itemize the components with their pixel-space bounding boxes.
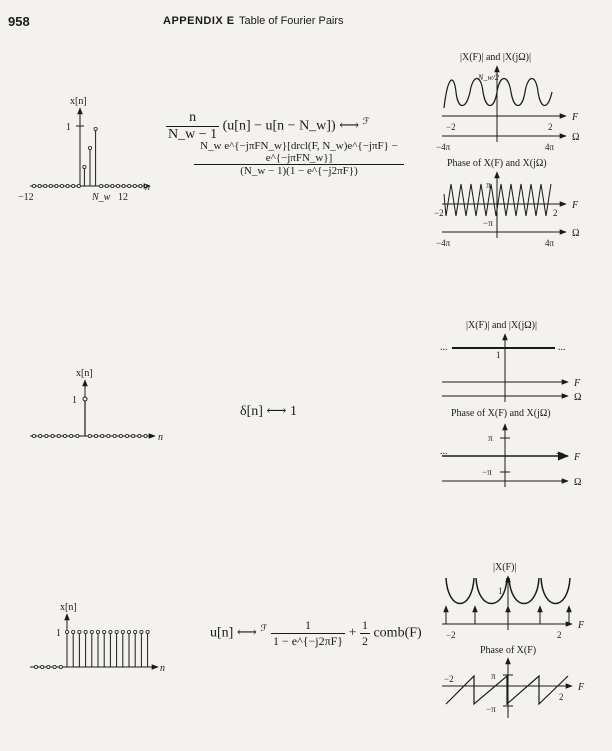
- pair2-zero-dot: [32, 434, 35, 437]
- pair3-tick-1: 1: [56, 628, 61, 639]
- pair1-phase-tick-4pi: 4π: [545, 238, 555, 248]
- pair2-mag-ellipsis-right: ...: [558, 342, 566, 353]
- pair2-phase-plot: [440, 408, 581, 488]
- pair1-time-plot: [18, 96, 150, 203]
- pair2-mag-axis-W: Ω: [574, 392, 582, 403]
- pair1-stem-dot: [32, 184, 35, 187]
- pair1-mag-title: |X(F)| and |X(jΩ)|: [460, 52, 531, 63]
- pair3-stem-dot: [90, 630, 93, 633]
- pair1-transform-arrow: ⟷: [339, 118, 360, 134]
- pair1-transform-symbol: ℱ: [362, 116, 370, 127]
- pair1-phase-axis-W: Ω: [572, 228, 580, 239]
- pair1-stem-dot: [77, 184, 80, 187]
- pair2-zero-dot: [57, 434, 60, 437]
- pair3-stem-dot: [47, 665, 50, 668]
- pair1-mag-tick-neg4pi: −4π: [436, 142, 451, 152]
- pair1-phase-tick-2: 2: [553, 208, 558, 218]
- pair2-mag-level: 1: [496, 350, 501, 360]
- pair2-mag-ellipsis-left: ...: [440, 342, 448, 353]
- pair1-stem-dot: [44, 184, 47, 187]
- pair3-lhs: u[n]: [210, 625, 234, 641]
- pair3-stem-dot: [41, 665, 44, 668]
- pair2-zero-dot: [70, 434, 73, 437]
- section-title: Table of Fourier Pairs: [239, 15, 344, 27]
- pair1-tick-12: 12: [118, 192, 128, 203]
- pair2-zero-dot: [51, 434, 54, 437]
- pair3-stem-dot: [103, 630, 106, 633]
- pair2-zero-dot: [119, 434, 122, 437]
- pair2-mag-title: |X(F)| and |X(jΩ)|: [466, 320, 537, 331]
- pair1-stems: [32, 127, 147, 187]
- pair1-phase-plot: [434, 158, 579, 248]
- pair3-phase-negpi: −π: [486, 704, 496, 714]
- pair3-plus: +: [348, 625, 357, 641]
- pair1-lhs-denominator: N_w − 1: [168, 127, 218, 142]
- pair3-half-denominator: 2: [361, 634, 368, 648]
- pair1-lhs-numerator: n: [166, 110, 219, 127]
- pair3-transform-symbol: ℱ: [260, 623, 268, 634]
- pair2-phase-axis-F: F: [574, 452, 581, 463]
- pair1-rhs-denominator: (N_w − 1)(1 − e^{−j2πF}): [240, 165, 358, 177]
- pair1-stem-dot: [88, 146, 91, 149]
- pair1-mag-tick-4pi: 4π: [545, 142, 555, 152]
- pair3-mag-tick-neg2: −2: [446, 630, 456, 640]
- pair3-stem-dot: [134, 630, 137, 633]
- pair1-stem-dot: [83, 165, 86, 168]
- pair1-stem-dot: [60, 184, 63, 187]
- pair3-comb-arrows: [446, 606, 569, 624]
- pair1-stem-dot: [139, 184, 142, 187]
- appendix-label: APPENDIX E: [163, 15, 235, 27]
- pair1-stem-dot: [133, 184, 136, 187]
- pair2-phase-negpi: −π: [482, 467, 492, 477]
- pair2-zero-dot: [107, 434, 110, 437]
- pair1-mag-axis-W: Ω: [572, 132, 580, 143]
- pair1-time-label: x[n]: [70, 96, 87, 107]
- pair1-phase-negpi: −π: [483, 218, 493, 228]
- pair1-stem-dot: [66, 184, 69, 187]
- pair1-stem-dot: [94, 127, 97, 130]
- pair3-stem-dot: [72, 630, 75, 633]
- pair3-phase-title: Phase of X(F): [480, 645, 537, 656]
- pair3-time-plot: [30, 602, 165, 674]
- page-number: 958: [8, 14, 30, 29]
- pair3-phase-plot: [442, 645, 585, 718]
- pair3-frac-denominator: 1 − e^{−j2πF}: [272, 634, 344, 648]
- pair3-frac-numerator: 1: [271, 618, 345, 634]
- pair1-phase-tick-neg4pi: −4π: [436, 238, 451, 248]
- pair3-half-numerator: 1: [361, 618, 368, 632]
- pair1-phase-pi: π: [486, 180, 491, 190]
- pair3-phase-tick-neg2: −2: [444, 674, 454, 684]
- pair2-time-label: x[n]: [76, 368, 93, 379]
- pair1-stem-dot: [55, 184, 58, 187]
- pair1-tick-1: 1: [66, 122, 71, 133]
- pair1-stem-dot: [116, 184, 119, 187]
- pair3-time-label: x[n]: [60, 602, 77, 613]
- pair3-stem-dot: [65, 630, 68, 633]
- pair1-stem-dot: [105, 184, 108, 187]
- pair2-axis-n: n: [158, 432, 163, 443]
- pair1-phase-axis-F: F: [572, 200, 579, 211]
- pair3-stem-dot: [121, 630, 124, 633]
- pair2-zero-dot: [94, 434, 97, 437]
- pair3-phase-tick-2: 2: [559, 692, 564, 702]
- pair3-stem-dot: [34, 665, 37, 668]
- pair2-zero-dot: [63, 434, 66, 437]
- pair3-mag-level: 1: [498, 586, 503, 596]
- pair3-phase-pi: π: [491, 671, 496, 681]
- pair1-stem-dot: [38, 184, 41, 187]
- pair2-zero-dot: [45, 434, 48, 437]
- pair3-mag-title: |X(F)|: [493, 562, 517, 573]
- pair2-phase-axis-W: Ω: [574, 477, 582, 488]
- pair1-phase-title: Phase of X(F) and X(jΩ): [447, 158, 547, 169]
- pair2-zero-dot: [113, 434, 116, 437]
- pair3-stem-dot: [109, 630, 112, 633]
- pair2-zero-dot: [88, 434, 91, 437]
- pair3-phase-axis-F: F: [578, 682, 585, 693]
- pair1-mag-tick-neg2: −2: [446, 122, 456, 132]
- pair2-phase-ellipsis-right: ...: [556, 446, 564, 457]
- pair3-axis-n: n: [160, 663, 165, 674]
- pair2-phase-title: Phase of X(F) and X(jΩ): [451, 408, 551, 419]
- pair2-time-plot: [30, 368, 163, 443]
- pair2-zero-dot: [138, 434, 141, 437]
- pair1-mag-axis-F: F: [572, 112, 579, 123]
- pair3-stem-dot: [146, 630, 149, 633]
- pair3-magnitude-plot: [442, 562, 585, 640]
- pair1-stem-dot: [49, 184, 52, 187]
- pair3-stem-dot: [127, 630, 130, 633]
- pair3-stem-dot: [115, 630, 118, 633]
- pair1-rhs-numerator: N_w e^{−jπFN_w}[drcl(F, N_w)e^{−jπF} − e^{−jπFN_w}]: [194, 140, 404, 165]
- pair2-tick-1: 1: [72, 395, 77, 406]
- pair2-zero-dot: [101, 434, 104, 437]
- pair1-axis-n: n: [145, 182, 150, 193]
- pair2-equation: δ[n] ⟷ 1: [240, 404, 297, 419]
- pair3-stem-dot: [96, 630, 99, 633]
- pair1-stem-dot: [128, 184, 131, 187]
- pair1-tick-nw: N_w: [92, 192, 111, 203]
- pair2-phase-ellipsis-left: ...: [440, 446, 448, 457]
- pair2-zero-dot: [125, 434, 128, 437]
- pair2-zero-dot: [76, 434, 79, 437]
- pair2-mag-axis-F: F: [574, 378, 581, 389]
- pair1-lhs-rest: (u[n] − u[n − N_w]): [222, 118, 336, 134]
- pair3-stem-dot: [140, 630, 143, 633]
- pair3-comb: comb(F): [373, 625, 422, 641]
- pair2-zero-dot: [144, 434, 147, 437]
- pair1-magnitude-plot: [436, 52, 579, 152]
- pair3-stem-dot: [84, 630, 87, 633]
- pair1-stem-dot: [111, 184, 114, 187]
- pair2-zero-dot: [132, 434, 135, 437]
- pair2-magnitude-plot: [440, 320, 581, 403]
- pair1-stem-dot: [100, 184, 103, 187]
- pair1-tick-neg12: −12: [18, 192, 34, 203]
- pair3-stem-dot: [53, 665, 56, 668]
- pair1-mag-tick-2: 2: [548, 122, 553, 132]
- pair1-mag-peak: N_w/2: [478, 73, 499, 82]
- pair1-phase-tick-neg2: −2: [434, 208, 444, 218]
- pair3-mag-axis-F: F: [578, 620, 585, 631]
- pair2-phase-pi: π: [488, 433, 493, 443]
- pair3-mag-tick-2: 2: [557, 630, 562, 640]
- pair3-stems: [34, 630, 149, 668]
- pair1-stem-dot: [122, 184, 125, 187]
- pair3-stem-dot: [78, 630, 81, 633]
- pair2-zero-dot: [39, 434, 42, 437]
- pair3-stem-dot: [59, 665, 62, 668]
- pair1-stem-dot: [72, 184, 75, 187]
- pair3-transform-arrow: ⟷: [236, 625, 257, 641]
